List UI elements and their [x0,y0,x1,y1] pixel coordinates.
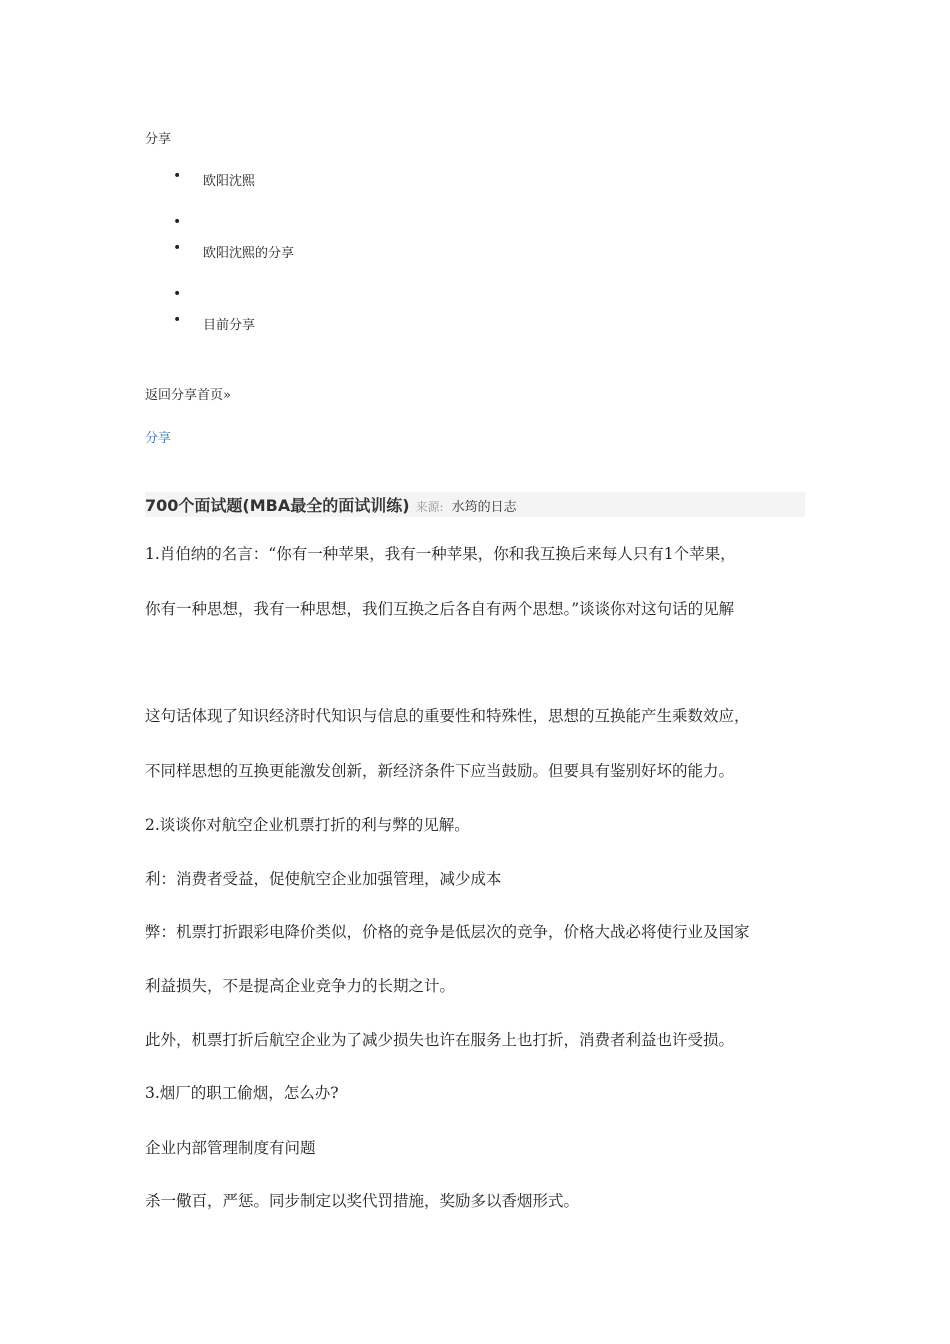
bullet-icon: • [173,214,182,230]
paragraph-line: 这句话体现了知识经济时代知识与信息的重要性和特殊性，思想的互换能产生乘数效应， [145,707,750,725]
paragraph-line: 弊：机票打折跟彩电降价类似，价格的竞争是低层次的竞争，价格大战必将使行业及国家 [145,923,750,941]
paragraph-line: 此外，机票打折后航空企业为了减少损失也许在服务上也打折，消费者利益也许受损。 [145,1031,735,1049]
share-nav-label[interactable]: 欧阳沈熙的分享 [203,246,295,261]
bullet-icon: • [173,240,182,256]
bullet-icon: • [173,168,182,184]
paragraph-line: 你有一种思想，我有一种思想，我们互换之后各自有两个思想。”谈谈你对这句话的见解 [145,600,735,618]
back-to-share-home-link[interactable]: 返回分享首页» [145,388,231,403]
share-heading: 分享 [145,132,172,147]
share-link[interactable]: 分享 [145,431,172,446]
source-label: 来源: [415,500,444,514]
paragraph-line: 利：消费者受益，促使航空企业加强管理，减少成本 [145,870,502,888]
paragraph-line: 3.烟厂的职工偷烟，怎么办? [145,1084,339,1102]
article-title[interactable]: 700个面试题(MBA最全的面试训练) [145,496,410,515]
article-title-row [145,493,517,516]
share-nav-label[interactable]: 欧阳沈熙 [203,174,256,189]
paragraph-line: 不同样思想的互换更能激发创新，新经济条件下应当鼓励。但要具有鉴别好坏的能力。 [145,762,735,780]
article-title-bar [145,492,805,517]
paragraph-line: 企业内部管理制度有问题 [145,1139,316,1157]
paragraph-line: 利益损失，不是提高企业竞争力的长期之计。 [145,977,456,995]
paragraph-line: 1.肖伯纳的名言：“你有一种苹果，我有一种苹果，你和我互换后来每人只有1个苹果， [145,545,736,563]
share-nav-label[interactable]: 目前分享 [203,318,256,333]
paragraph-line: 杀一儆百，严惩。同步制定以奖代罚措施，奖励多以香烟形式。 [145,1192,580,1210]
bullet-icon: • [173,312,182,328]
source-name[interactable]: 水筠的日志 [451,500,517,515]
paragraph-line: 2.谈谈你对航空企业机票打折的利与弊的见解。 [145,816,470,834]
bullet-icon: • [173,286,182,302]
